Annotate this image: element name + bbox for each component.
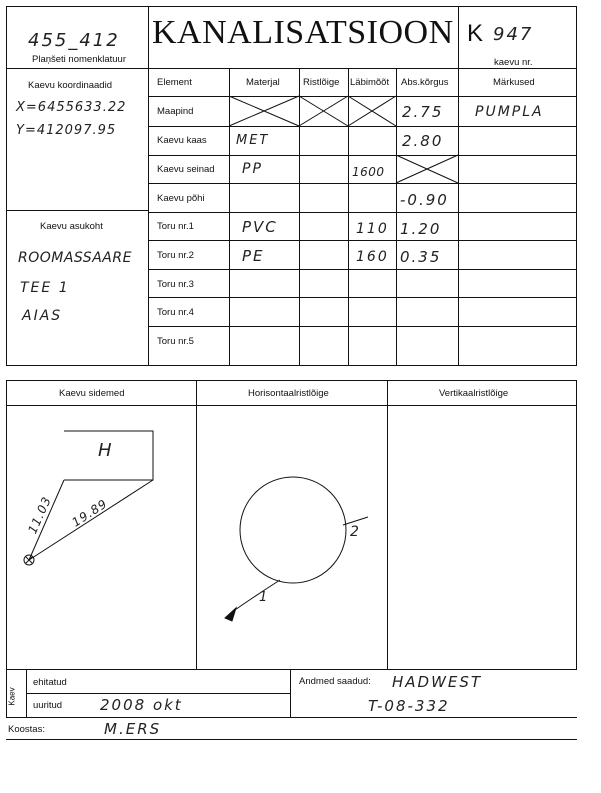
well-prefix: K [467, 20, 484, 47]
col-header-element: Element [157, 77, 192, 88]
coord-x: X=6455633.22 [16, 100, 127, 115]
row-abs: 1.20 [400, 220, 442, 238]
compiled-value: M.ERS [104, 720, 162, 738]
panel-title-horizontal: Horisontaalristlõige [248, 388, 329, 399]
form-title: KANALISATSIOON [152, 14, 454, 51]
row-abs: 0.35 [400, 248, 442, 266]
footer-side-label: Kaev [7, 687, 17, 706]
well-number: 947 [493, 24, 534, 45]
built-label: ehitatud [33, 677, 67, 688]
panel-title-vertical: Vertikaalristlõige [439, 388, 509, 399]
data-source-label: Andmed saadud: [299, 676, 371, 687]
row-abs: -0.90 [400, 191, 449, 209]
surveyed-label: uuritud [33, 700, 63, 711]
row-material: PE [242, 247, 265, 265]
location-label: Kaevu asukoht [40, 221, 103, 232]
row-abs: 2.75 [402, 103, 444, 121]
row-element: Kaevu kaas [157, 135, 207, 146]
coord-y: Y=412097.95 [16, 123, 117, 138]
surveyed-value: 2008 okt [100, 696, 183, 714]
col-header-notes: Märkused [493, 77, 535, 88]
data-source-code: T-08-332 [368, 697, 450, 715]
row-element: Kaevu põhi [157, 193, 205, 204]
sheet-caption: Plaņšeti nomenklatuur [32, 54, 126, 65]
row-element: Toru nr.2 [157, 250, 194, 261]
distance-label-2: 19.89 [69, 496, 110, 530]
row-element: Toru nr.5 [157, 336, 194, 347]
row-element: Toru nr.3 [157, 279, 194, 290]
coordinates-label: Kaevu koordinaadid [28, 80, 112, 91]
location-line-3: AIAS [22, 308, 63, 324]
distance-label-1: 11.03 [25, 494, 55, 536]
row-diameter: 160 [356, 249, 389, 265]
row-element: Kaevu seinad [157, 164, 215, 175]
row-material: PVC [242, 218, 278, 236]
row-notes: PUMPLA [475, 104, 544, 120]
row-element: Maapind [157, 106, 194, 117]
row-diameter: 110 [356, 221, 389, 237]
row-element: Toru nr.4 [157, 307, 194, 318]
location-line-2: TEE 1 [20, 280, 70, 296]
pipe-label-1: 1 [259, 590, 270, 605]
well-caption: kaevu nr. [494, 57, 533, 68]
row-diameter: 1600 [352, 165, 385, 179]
data-source-value: HADWEST [392, 673, 483, 691]
row-material: PP [242, 161, 263, 177]
sheet-number: 455_412 [28, 30, 120, 51]
compiled-label: Koostas: [8, 724, 45, 735]
panel-title-links: Kaevu sidemed [59, 388, 125, 399]
row-abs: 2.80 [402, 132, 444, 150]
location-line-1: ROOMASSAARE [18, 250, 132, 266]
col-header-diameter: Läbimõõt [350, 77, 390, 88]
pipe-label-2: 2 [350, 524, 361, 540]
row-element: Toru nr.1 [157, 221, 194, 232]
col-header-material: Materjal [246, 77, 280, 88]
col-header-cross: Ristlõige [303, 77, 340, 88]
col-header-abs: Abs.kõrgus [401, 77, 449, 88]
building-label: H [98, 440, 114, 461]
row-material: MET [236, 133, 270, 148]
